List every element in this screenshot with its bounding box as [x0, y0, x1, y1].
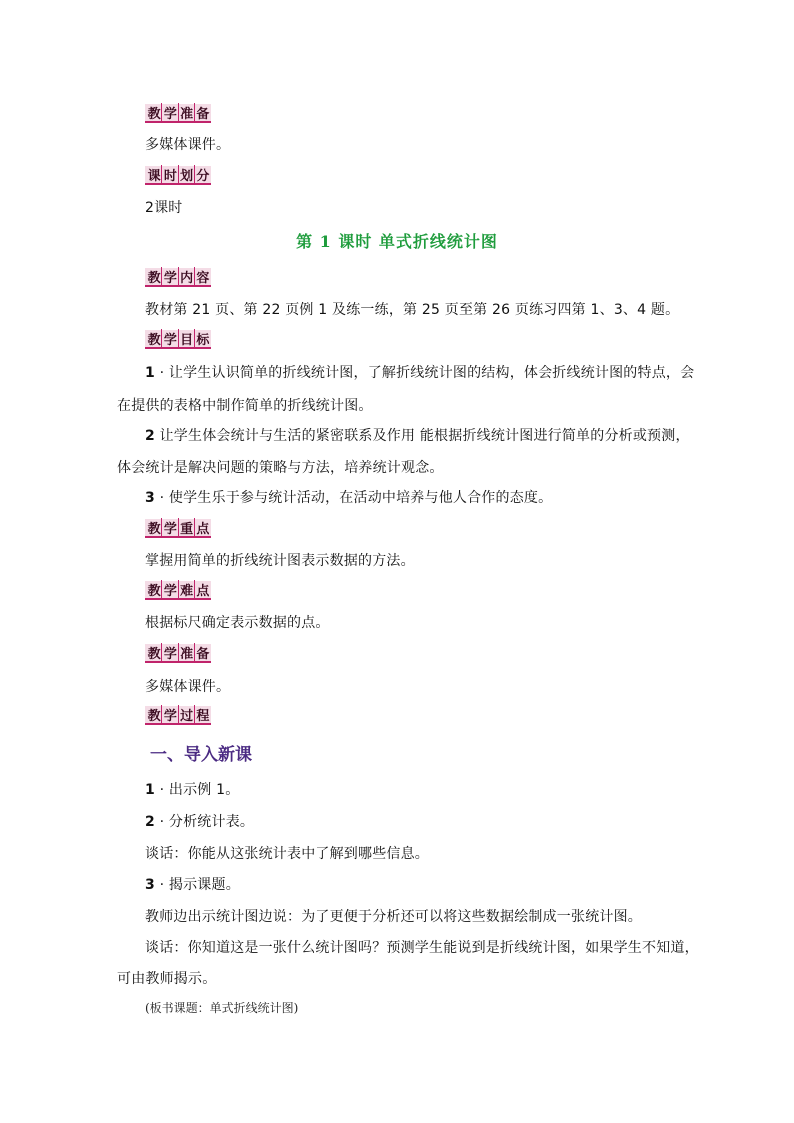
- tag-char: 标: [194, 329, 210, 348]
- step-text: · 分析统计表。: [154, 814, 255, 830]
- tag-char: 难: [178, 580, 194, 599]
- tag-char: 点: [194, 518, 210, 537]
- goal-2-line-1: [145, 425, 690, 445]
- section-tag-teaching-prep: [145, 104, 211, 123]
- goal-text: · 使学生乐于参与统计活动，在活动中培养与他人合作的态度。: [154, 490, 553, 506]
- section-tag-teaching-content: [145, 268, 211, 287]
- goal-number: 3: [145, 490, 155, 506]
- key-points-text: 掌握用简单的折线统计图表示数据的方法。: [145, 553, 415, 569]
- tag-char: 容: [194, 267, 210, 286]
- goal-text: 让学生体会统计与生活的紧密联系及作用 能根据折线统计图进行简单的分析或预测，: [154, 428, 690, 444]
- step-text: · 揭示课题。: [154, 877, 240, 893]
- tag-char: 重: [178, 518, 194, 537]
- goal-3-line-1: [145, 487, 552, 507]
- goal-text: · 让学生认识简单的折线统计图，了解折线统计图的结构，体会折线统计图的特点，会: [154, 365, 695, 381]
- tag-char: 备: [194, 103, 210, 122]
- tag-char: 内: [178, 267, 194, 286]
- tag-char: 分: [194, 165, 210, 184]
- goal-1-line-1: [145, 362, 694, 382]
- tag-char: 目: [178, 329, 194, 348]
- section-tag-teaching-process: [145, 706, 211, 725]
- talk-2-line-1: 谈话：你知道这是一张什么统计图吗？预测学生能说到是折线统计图，如果学生不知道，: [145, 940, 699, 956]
- tag-char: 程: [194, 705, 210, 724]
- tag-char: 教: [147, 647, 161, 662]
- talk-1: 谈话：你能从这张统计表中了解到哪些信息。: [145, 846, 429, 862]
- board-note: (板书课题：单式折线统计图): [145, 1001, 299, 1015]
- tag-char: 学: [161, 580, 177, 599]
- step-3: [145, 874, 240, 894]
- step-text: · 出示例 1。: [154, 782, 240, 798]
- tag-char: 学: [161, 643, 177, 662]
- section-tag-lesson-schedule: [145, 166, 211, 185]
- tag-char: 教: [147, 522, 161, 537]
- difficulties-text: 根据标尺确定表示数据的点。: [145, 615, 330, 631]
- tag-char: 教: [147, 584, 161, 599]
- step-1: [145, 779, 239, 799]
- section-heading-intro: 一、导入新课: [150, 745, 252, 765]
- prep-2-text: 多媒体课件。: [145, 679, 231, 695]
- tag-char: 备: [194, 643, 210, 662]
- section-tag-teaching-prep-2: [145, 644, 211, 663]
- tag-char: 划: [178, 165, 194, 184]
- tag-char: 学: [161, 518, 177, 537]
- tag-char: 课: [147, 169, 161, 184]
- prep-text: 多媒体课件。: [145, 137, 231, 153]
- tag-char: 教: [147, 107, 161, 122]
- section-tag-teaching-goals: [145, 330, 211, 349]
- schedule-text: 2课时: [145, 200, 183, 216]
- goal-2-line-2: 体会统计是解决问题的策略与方法，培养统计观念。: [117, 460, 444, 476]
- lesson-title: 第 1 课时 单式折线统计图: [296, 232, 498, 251]
- step-number: 1: [145, 782, 155, 798]
- tag-char: 准: [178, 643, 194, 662]
- tag-char: 时: [161, 165, 177, 184]
- step-2: [145, 811, 254, 831]
- goal-number: 1: [145, 365, 155, 381]
- step-number: 2: [145, 814, 155, 830]
- step-number: 3: [145, 877, 155, 893]
- tag-char: 学: [161, 103, 177, 122]
- tag-char: 学: [161, 705, 177, 724]
- talk-2-line-2: 可由教师揭示。: [117, 971, 217, 987]
- teacher-text: 教师边出示统计图边说：为了更便于分析还可以将这些数据绘制成一张统计图。: [145, 909, 642, 925]
- tag-char: 教: [147, 709, 161, 724]
- tag-char: 学: [161, 329, 177, 348]
- tag-char: 学: [161, 267, 177, 286]
- tag-char: 过: [178, 705, 194, 724]
- tag-char: 准: [178, 103, 194, 122]
- content-text: 教材第 21 页、第 22 页例 1 及练一练，第 25 页至第 26 页练习四第 1、3、4 题。: [145, 302, 680, 318]
- goal-number: 2: [145, 428, 155, 444]
- tag-char: 教: [147, 333, 161, 348]
- goal-1-line-2: 在提供的表格中制作简单的折线统计图。: [117, 398, 373, 414]
- tag-char: 点: [194, 580, 210, 599]
- section-tag-difficulties: [145, 581, 211, 600]
- tag-char: 教: [147, 271, 161, 286]
- section-tag-key-points: [145, 519, 211, 538]
